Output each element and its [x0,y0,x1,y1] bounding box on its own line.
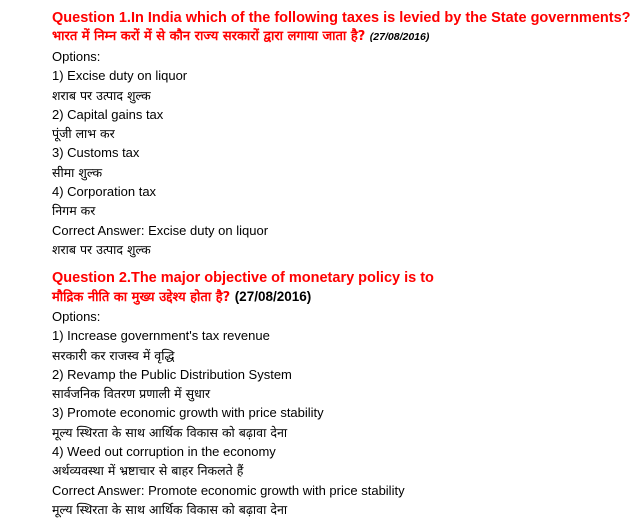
question-title-hindi [52,287,632,307]
option-english: 2) Capital gains tax [52,106,164,122]
option-hindi: मूल्य स्थिरता के साथ आर्थिक विकास को बढ़ावा देना [52,424,288,440]
correct-answer-hindi: शराब पर उत्पाद शुल्क [52,241,151,257]
option-hindi: अर्थव्यवस्था में भ्रष्टाचार से बाहर निकलते हैं [52,463,244,479]
question-block [52,10,632,259]
question-title: Question 2.The major objective of monetary policy is to [52,270,434,286]
option-english: 3) Customs tax [52,145,140,161]
options-label: Options: [52,49,101,64]
correct-answer: Correct Answer: Promote economic growth with price stability [52,482,405,498]
correct-answer-hindi: मूल्य स्थिरता के साथ आर्थिक विकास को बढ़ावा देना [52,501,288,517]
question-date: (27/08/2016) [369,31,430,43]
option-english: 2) Revamp the Public Distribution System [52,366,292,382]
option-english: 1) Excise duty on liquor [52,68,188,84]
option-english: 3) Promote economic growth with price stability [52,405,324,421]
question-title-hindi-text: मौद्रिक नीति का मुख्य उद्देश्य होता है? [52,290,231,305]
option-hindi: शराब पर उत्पाद शुल्क [52,87,151,103]
option-english: 1) Increase government's tax revenue [52,328,270,344]
option-hindi: निगम कर [52,203,96,219]
option-hindi: सरकारी कर राजस्व में वृद्धि [52,347,175,363]
question-block [52,270,632,519]
options-label: Options: [52,309,101,324]
option-hindi: सीमा शुल्क [52,164,103,180]
option-hindi: पूंजी लाभ कर [52,126,115,142]
question-date: (27/08/2016) [234,289,312,304]
question-title-hindi [52,27,632,47]
option-hindi: सार्वजनिक वितरण प्रणाली में सुधार [52,386,211,402]
option-english: 4) Weed out corruption in the economy [52,444,276,460]
correct-answer: Correct Answer: Excise duty on liquor [52,222,269,238]
option-english: 4) Corporation tax [52,184,157,200]
question-title-hindi-text: भारत में निम्न करों में से कौन राज्य सरकारों द्वारा लगाया जाता है? [52,29,366,44]
question-title: Question 1.In India which of the following taxes is levied by the State governments? [52,10,631,26]
